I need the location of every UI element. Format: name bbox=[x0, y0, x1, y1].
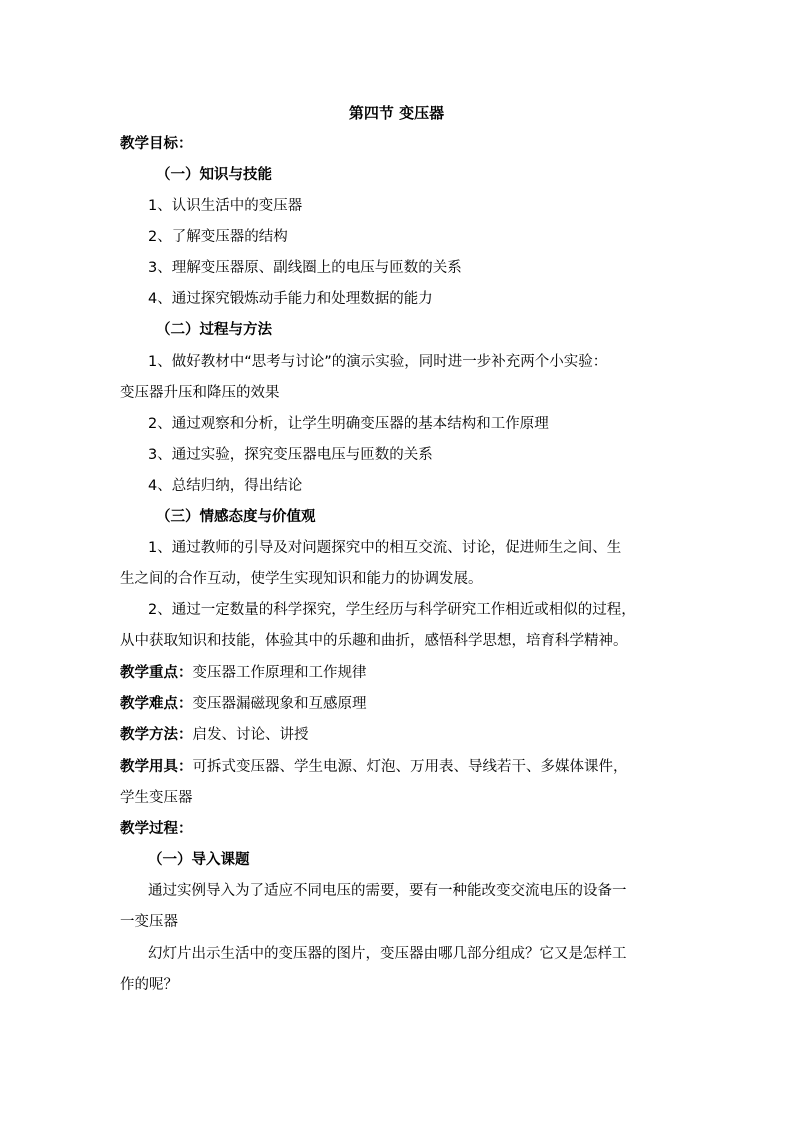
emotion-item-1-line-1: 1、通过教师的引导及对问题探究中的相互交流、讨论，促进师生之间、生 bbox=[148, 540, 622, 556]
process-item-2: 2、通过观察和分析，让学生明确变压器的基本结构和工作原理 bbox=[148, 416, 549, 432]
emotion-item-1-line-2: 生之间的合作互动，使学生实现知识和能力的协调发展。 bbox=[120, 571, 483, 587]
difficulties-text: 变压器漏磁现象和互感原理 bbox=[192, 696, 367, 712]
emotion-heading: （三）情感态度与价值观 bbox=[156, 509, 316, 525]
knowledge-heading: （一）知识与技能 bbox=[156, 167, 272, 183]
knowledge-item-1: 1、认识生活中的变压器 bbox=[148, 198, 303, 214]
tools-text-line-1: 可拆式变压器、学生电源、灯泡、万用表、导线若干、多媒体课件， bbox=[192, 759, 628, 775]
knowledge-item-4: 4、通过探究锻炼动手能力和处理数据的能力 bbox=[148, 291, 433, 307]
emotion-item-2-line-1: 2、通过一定数量的科学探究，学生经历与科学研究工作相近或相似的过程， bbox=[148, 602, 636, 618]
process-item-1-line-1: 1、做好教材中“思考与讨论”的演示实验，同时进一步补充两个小实验： bbox=[148, 354, 608, 370]
process-item-4: 4、总结归纳，得出结论 bbox=[148, 478, 303, 494]
tools-label: 教学用具： bbox=[120, 759, 193, 775]
knowledge-item-3: 3、理解变压器原、副线圈上的电压与匝数的关系 bbox=[148, 260, 462, 276]
methods-label: 教学方法： bbox=[120, 727, 193, 743]
process-heading: （二）过程与方法 bbox=[156, 322, 272, 338]
tools-row bbox=[120, 757, 680, 777]
methods-text: 启发、讨论、讲授 bbox=[192, 727, 309, 743]
process-item-1-line-2: 变压器升压和降压的效果 bbox=[120, 385, 280, 401]
objectives-heading: 教学目标： bbox=[120, 136, 193, 152]
intro-paragraph-1-line-1: 通过实例导入为了适应不同电压的需要，要有一种能改变交流电压的设备一 bbox=[148, 883, 627, 899]
knowledge-item-2: 2、了解变压器的结构 bbox=[148, 229, 288, 245]
procedure-heading: 教学过程： bbox=[120, 821, 193, 837]
key-points-label: 教学重点： bbox=[120, 665, 193, 681]
difficulties-label: 教学难点： bbox=[120, 696, 193, 712]
intro-paragraph-2-line-1: 幻灯片出示生活中的变压器的图片，变压器由哪几部分组成？它又是怎样工 bbox=[148, 946, 627, 962]
emotion-item-2-line-2: 从中获取知识和技能，体验其中的乐趣和曲折，感悟科学思想，培育科学精神。 bbox=[120, 633, 628, 649]
methods-row bbox=[120, 725, 680, 745]
process-item-3: 3、通过实验，探究变压器电压与匝数的关系 bbox=[148, 447, 433, 463]
intro-paragraph-1-line-2: 一变压器 bbox=[120, 914, 178, 930]
difficulties-row bbox=[120, 694, 680, 714]
key-points-text: 变压器工作原理和工作规律 bbox=[192, 665, 367, 681]
tools-text-line-2: 学生变压器 bbox=[120, 790, 193, 806]
key-points-row bbox=[120, 663, 680, 683]
page-title: 第四节 变压器 bbox=[348, 104, 445, 122]
intro-heading: （一）导入课题 bbox=[148, 852, 250, 868]
intro-paragraph-2-line-2: 作的呢？ bbox=[120, 977, 178, 993]
